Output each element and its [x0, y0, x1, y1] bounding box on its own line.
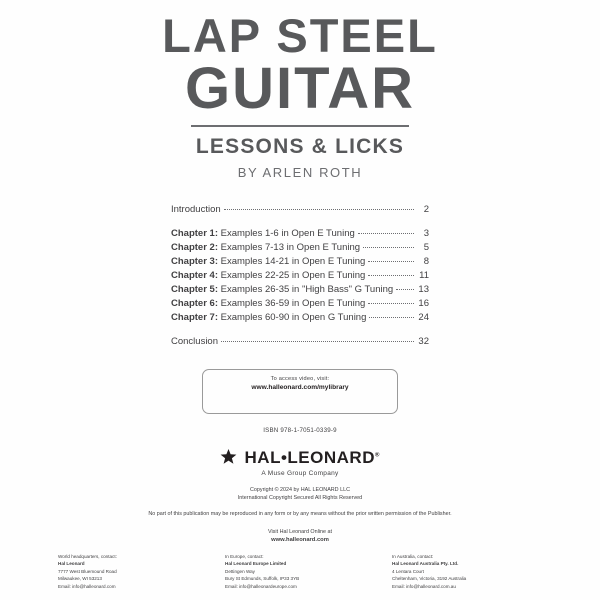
- toc-entry-label: [171, 204, 221, 215]
- video-access-box: [202, 369, 398, 414]
- address-world-line-3: Email: info@halleonard.com: [58, 583, 116, 589]
- table-of-contents: [171, 204, 429, 347]
- toc-chapter-number: Chapter 7:: [171, 311, 218, 323]
- toc-entry[interactable]: [171, 312, 429, 323]
- publisher-name: [245, 448, 380, 468]
- title-divider: [191, 125, 409, 127]
- address-europe-line-3: Email: info@halleonardeurope.com: [225, 583, 297, 589]
- address-europe-line-2: Bury St Edmunds, Suffolk, IP33 3YB: [225, 576, 300, 582]
- toc-page-number: 11: [419, 269, 429, 281]
- toc-leader-dots: [396, 283, 414, 290]
- copyright-line-2: International Copyright Secured All Rights Reserved: [237, 495, 363, 502]
- address-world-line-1: 7777 West Bluemound Road: [58, 568, 117, 574]
- toc-leader-dots: [368, 297, 414, 304]
- toc-entry[interactable]: [171, 284, 429, 295]
- address-europe-line-1: Dettingen Way: [225, 568, 255, 574]
- book-subtitle: LESSONS & LICKS: [195, 134, 405, 158]
- toc-chapter-number: Chapter 5:: [171, 283, 218, 295]
- book-author-byline: BY ARLEN ROTH: [237, 164, 363, 180]
- toc-leader-dots: [221, 335, 414, 342]
- toc-entry-title: Examples 36-59 in Open E Tuning: [217, 297, 366, 309]
- address-world-name: Hal Leonard: [58, 561, 85, 567]
- toc-page-number: 32: [418, 335, 429, 347]
- video-access-label: To access video, visit:: [270, 375, 330, 382]
- toc-entry[interactable]: [171, 270, 429, 281]
- toc-entry-title: Conclusion: [171, 335, 218, 347]
- toc-entry-title: Introduction: [171, 203, 221, 215]
- toc-entry[interactable]: [171, 242, 429, 253]
- reproduction-notice: No part of this publication may be reproduced in any form or by any means without the prior written permission of the Publisher.: [148, 511, 452, 518]
- copyright-block: [0, 486, 600, 545]
- address-europe-name: Hal Leonard Europe Limited: [225, 561, 287, 567]
- video-access-url[interactable]: www.halleonard.com/mylibrary: [251, 383, 349, 391]
- publisher-name-text: HAL•LEONARD: [244, 447, 375, 467]
- toc-entry-label: [171, 312, 366, 323]
- toc-entry[interactable]: [171, 336, 429, 347]
- toc-entry-title: Examples 14-21 in Open E Tuning: [217, 255, 366, 267]
- registered-trademark-icon: ®: [374, 452, 380, 459]
- address-world-head: World headquarters, contact:: [58, 553, 117, 559]
- visit-online-block: [0, 528, 600, 545]
- book-title-line-1: LAP STEEL: [162, 9, 438, 62]
- toc-page-number: 3: [423, 227, 429, 239]
- address-australia-line-2: Cheltenham, Victoria, 3192 Australia: [392, 576, 467, 582]
- copyright-line-1: Copyright © 2024 by HAL LEONARD LLC: [250, 486, 350, 493]
- address-australia-line-3: Email: info@halleonard.com.au: [392, 583, 456, 589]
- toc-entry-label: [171, 270, 365, 281]
- address-world-line-2: Milwaukee, WI 53213: [58, 576, 102, 582]
- footer-addresses: [0, 553, 600, 590]
- toc-entry[interactable]: [171, 204, 429, 215]
- toc-entry-title: Examples 1-6 in Open E Tuning: [217, 227, 355, 239]
- toc-page-number: 8: [423, 255, 429, 267]
- toc-page-number: 16: [418, 297, 429, 309]
- book-title-line-2: GUITAR: [184, 55, 415, 121]
- publisher-tagline: A Muse Group Company: [261, 469, 339, 477]
- toc-entry-title: Examples 26-35 in "High Bass" G Tuning: [217, 283, 394, 295]
- address-europe: [225, 553, 375, 590]
- address-australia-name: Hal Leonard Australia Pty. Ltd.: [392, 561, 459, 567]
- toc-chapter-number: Chapter 6:: [171, 297, 218, 309]
- toc-entry-title: Examples 7-13 in Open E Tuning: [217, 241, 361, 253]
- toc-leader-dots: [368, 255, 414, 262]
- toc-chapter-number: Chapter 4:: [171, 269, 218, 281]
- toc-page-number: 5: [423, 241, 429, 253]
- toc-page-number: 2: [423, 203, 429, 215]
- address-world-headquarters: [58, 553, 208, 590]
- hal-leonard-mark-icon: [220, 449, 237, 466]
- toc-leader-dots: [358, 227, 414, 234]
- toc-leader-dots: [363, 241, 414, 248]
- address-europe-head: In Europe, contact:: [225, 553, 264, 559]
- title-block: [0, 0, 600, 180]
- toc-entry[interactable]: [171, 256, 429, 267]
- toc-leader-dots: [369, 311, 414, 318]
- toc-entry-label: [171, 284, 393, 295]
- publisher-website-url[interactable]: www.halleonard.com: [271, 537, 329, 544]
- toc-entry-label: [171, 256, 365, 267]
- toc-leader-dots: [224, 203, 414, 210]
- publisher-logo: [0, 448, 600, 477]
- address-australia-line-1: 4 Lentara Court: [392, 568, 424, 574]
- toc-entry-label: [171, 336, 218, 347]
- isbn-number: ISBN 978-1-7051-0339-9: [263, 426, 337, 434]
- toc-chapter-number: Chapter 3:: [171, 255, 218, 267]
- toc-entry-label: [171, 298, 365, 309]
- toc-page-number: 24: [418, 311, 429, 323]
- toc-leader-dots: [368, 269, 414, 276]
- toc-entry[interactable]: [171, 298, 429, 309]
- toc-chapter-number: Chapter 1:: [171, 227, 218, 239]
- toc-entry-label: [171, 242, 360, 253]
- toc-page-number: 13: [418, 283, 429, 295]
- toc-entry[interactable]: [171, 228, 429, 239]
- toc-entry-title: Examples 22-25 in Open E Tuning: [217, 269, 366, 281]
- address-australia-head: In Australia, contact:: [392, 553, 434, 559]
- visit-online-label: Visit Hal Leonard Online at: [267, 528, 333, 535]
- address-australia: [392, 553, 542, 590]
- toc-entry-title: Examples 60-90 in Open G Tuning: [217, 311, 367, 323]
- toc-chapter-number: Chapter 2:: [171, 241, 218, 253]
- toc-entry-label: [171, 228, 355, 239]
